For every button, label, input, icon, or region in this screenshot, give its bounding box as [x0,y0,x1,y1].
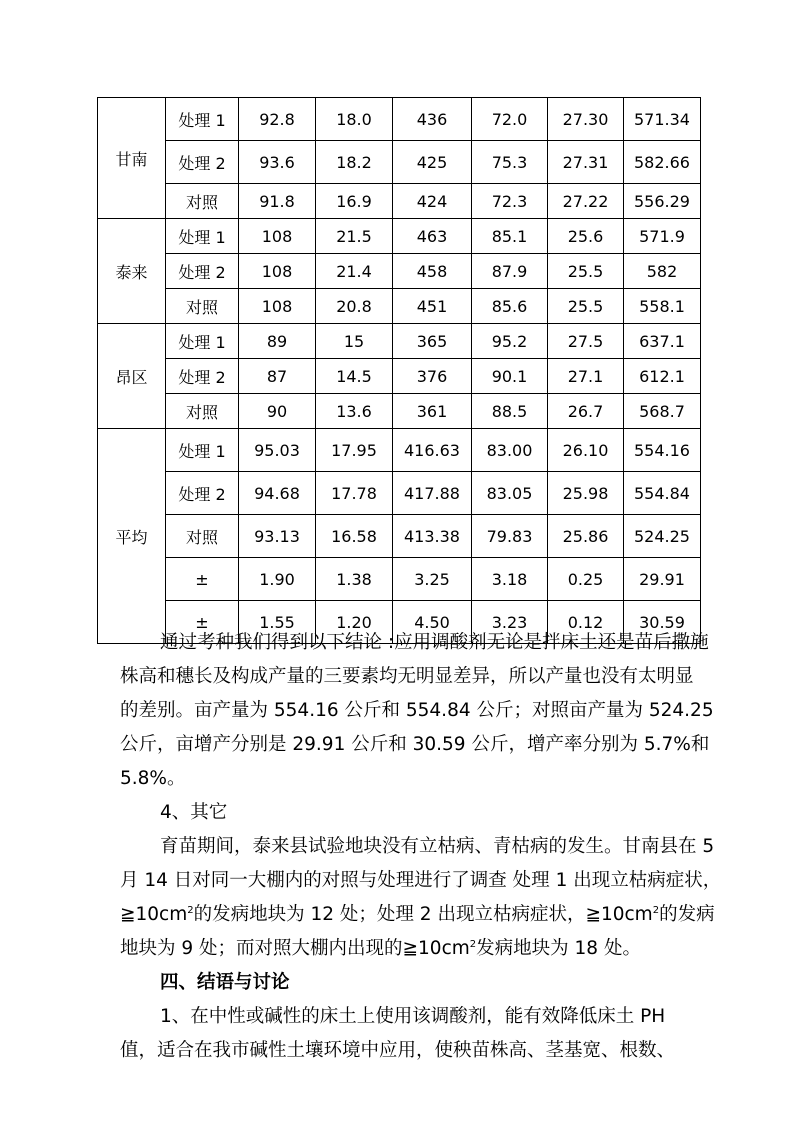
value-cell: 83.00 [472,429,548,472]
value-cell: 4.50 [393,601,472,644]
value-cell: 15 [316,324,393,359]
value-cell: 463 [393,219,472,254]
value-cell: 21.4 [316,254,393,289]
value-cell: 361 [393,394,472,429]
value-cell: 416.63 [393,429,472,472]
paragraph-line: 月 14 日对同一大棚内的对照与处理进行了调查 处理 1 出现立枯病症状， [120,870,722,891]
value-cell: 87 [239,359,316,394]
value-cell: 72.0 [472,98,548,141]
row-label-cell: 对照 [166,515,239,558]
value-cell: 18.2 [316,141,393,184]
value-cell: 88.5 [472,394,548,429]
value-cell: 1.20 [316,601,393,644]
value-cell: 16.9 [316,184,393,219]
value-cell: 568.7 [624,394,701,429]
table-row [98,219,701,254]
row-label-cell: 处理 2 [166,254,239,289]
row-label-cell: 对照 [166,289,239,324]
value-cell: 94.68 [239,472,316,515]
value-cell: 376 [393,359,472,394]
value-cell: 21.5 [316,219,393,254]
value-cell: 14.5 [316,359,393,394]
table-row [98,289,701,324]
value-cell: 89 [239,324,316,359]
value-cell: 93.6 [239,141,316,184]
row-label-cell: 处理 1 [166,219,239,254]
value-cell: 25.86 [548,515,624,558]
value-cell: 20.8 [316,289,393,324]
value-cell: 25.6 [548,219,624,254]
value-cell: 29.91 [624,558,701,601]
data-table [97,97,701,644]
table-row [98,515,701,558]
table-row [98,141,701,184]
value-cell: 30.59 [624,601,701,644]
paragraph-line: 公斤，亩增产分别是 29.91 公斤和 30.59 公斤，增产率分别为 5.7%和 [120,734,710,755]
value-cell: 17.95 [316,429,393,472]
value-cell: 582 [624,254,701,289]
paragraph-line: 株高和穗长及构成产量的三要素均无明显差异，所以产量也没有太明显 [120,666,694,687]
value-cell: 27.5 [548,324,624,359]
value-cell: 91.8 [239,184,316,219]
row-label-cell: 处理 1 [166,324,239,359]
table-row [98,429,701,472]
value-cell: 27.30 [548,98,624,141]
region-cell: 甘南 [98,98,166,219]
value-cell: 83.05 [472,472,548,515]
table-row [98,98,701,141]
value-cell: 90 [239,394,316,429]
region-cell: 平均 [98,429,166,644]
value-cell: 571.9 [624,219,701,254]
table-row [98,324,701,359]
value-cell: 554.84 [624,472,701,515]
value-cell: 18.0 [316,98,393,141]
table-row [98,359,701,394]
section-title: 4、其它 [160,802,228,823]
value-cell: 0.25 [548,558,624,601]
value-cell: 108 [239,289,316,324]
value-cell: 425 [393,141,472,184]
value-cell: 1.55 [239,601,316,644]
row-label-cell: 对照 [166,394,239,429]
value-cell: 554.16 [624,429,701,472]
value-cell: 79.83 [472,515,548,558]
value-cell: 25.5 [548,254,624,289]
table-row [98,558,701,601]
table-row [98,184,701,219]
value-cell: 108 [239,219,316,254]
paragraph-line: $≧10cm^2$的发病地块为 12 处；处理 2 出现立枯病症状，$≧10cm^2$的发病 [120,904,715,925]
value-cell: 3.18 [472,558,548,601]
value-cell: 13.6 [316,394,393,429]
region-cell: 昂区 [98,324,166,429]
paragraph-line: 地块为 9 处；而对照大棚内出现的$≧10cm^2$发病地块为 18 处。 [120,938,641,959]
table-row [98,394,701,429]
paragraph-line: 育苗期间，泰来县试验地块没有立枯病、青枯病的发生。甘南县在 5 [160,836,715,857]
value-cell: 458 [393,254,472,289]
value-cell: 108 [239,254,316,289]
paragraph-line: 5.8%。 [120,768,186,789]
value-cell: 558.1 [624,289,701,324]
row-label-cell: 处理 1 [166,98,239,141]
row-label-cell: 处理 2 [166,359,239,394]
value-cell: 524.25 [624,515,701,558]
value-cell: 1.38 [316,558,393,601]
row-label-cell: 处理 2 [166,141,239,184]
value-cell: 582.66 [624,141,701,184]
table-row [98,254,701,289]
value-cell: 3.23 [472,601,548,644]
value-cell: 27.31 [548,141,624,184]
value-cell: 637.1 [624,324,701,359]
row-label-cell: 处理 1 [166,429,239,472]
value-cell: 571.34 [624,98,701,141]
value-cell: 26.7 [548,394,624,429]
value-cell: 93.13 [239,515,316,558]
value-cell: 556.29 [624,184,701,219]
value-cell: 17.78 [316,472,393,515]
value-cell: 92.8 [239,98,316,141]
value-cell: 3.25 [393,558,472,601]
value-cell: 27.22 [548,184,624,219]
row-label-cell: 处理 2 [166,472,239,515]
value-cell: 436 [393,98,472,141]
row-label-cell: ± [166,558,239,601]
value-cell: 365 [393,324,472,359]
value-cell: 612.1 [624,359,701,394]
value-cell: 85.1 [472,219,548,254]
value-cell: 90.1 [472,359,548,394]
value-cell: 87.9 [472,254,548,289]
value-cell: 0.12 [548,601,624,644]
value-cell: 95.03 [239,429,316,472]
value-cell: 1.90 [239,558,316,601]
region-cell: 泰来 [98,219,166,324]
value-cell: 25.98 [548,472,624,515]
value-cell: 451 [393,289,472,324]
value-cell: 27.1 [548,359,624,394]
paragraph-line: 值，适合在我市碱性土壤环境中应用，使秧苗株高、茎基宽、根数、 [120,1040,676,1061]
section-heading: 四、结语与讨论 [160,972,290,993]
table-row [98,472,701,515]
value-cell: 75.3 [472,141,548,184]
value-cell: 413.38 [393,515,472,558]
row-label-cell: 对照 [166,184,239,219]
paragraph-line: 的差别。亩产量为 554.16 公斤和 554.84 公斤；对照亩产量为 524.25 [120,700,714,721]
value-cell: 95.2 [472,324,548,359]
paragraph-line: 1、在中性或碱性的床土上使用该调酸剂，能有效降低床土 PH [160,1006,666,1027]
value-cell: 72.3 [472,184,548,219]
value-cell: 26.10 [548,429,624,472]
value-cell: 417.88 [393,472,472,515]
value-cell: 25.5 [548,289,624,324]
value-cell: 85.6 [472,289,548,324]
value-cell: 424 [393,184,472,219]
value-cell: 16.58 [316,515,393,558]
row-label-cell: ± [166,601,239,644]
paragraph-line: 通过考种我们得到以下结论 :应用调酸剂无论是拌床土还是苗后撒施 [160,632,709,653]
